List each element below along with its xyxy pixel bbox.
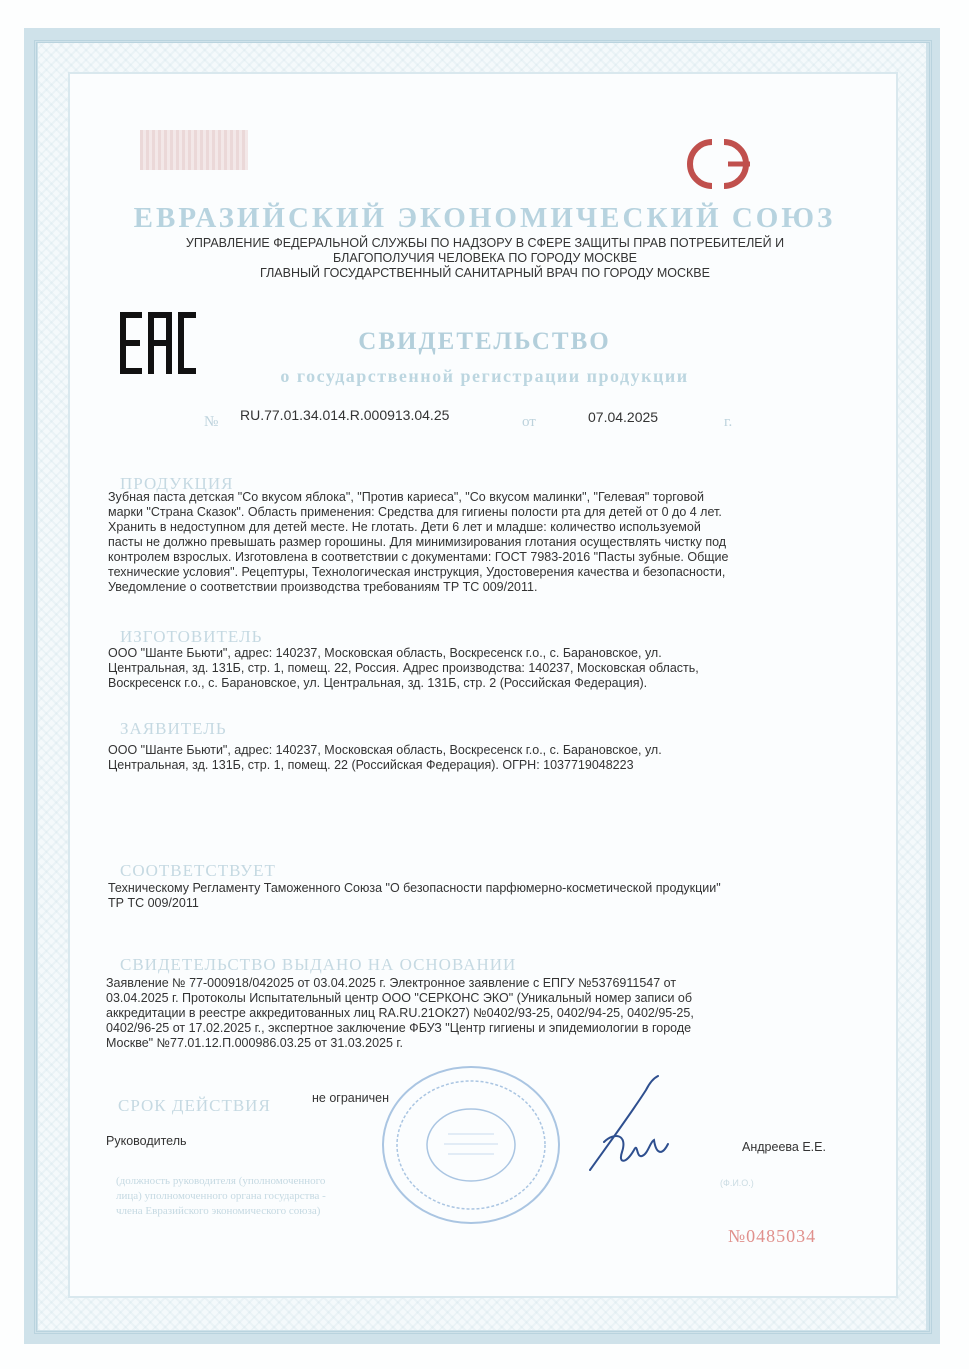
conforms-text — [108, 881, 843, 911]
security-stripe-stamp — [140, 130, 248, 170]
applicant-line: Центральная, зд. 131Б, стр. 1, помещ. 22 (Российская Федерация). ОГРН: 1037719048223 — [108, 758, 634, 772]
fine-print-line: члена Евразийского экономического союза) — [116, 1205, 321, 1217]
basis-section-label: СВИДЕТЕЛЬСТВО ВЫДАНО НА ОСНОВАНИИ — [120, 955, 517, 974]
applicant-line: ООО "Шанте Бьюти", адрес: 140237, Московская область, Воскресенск г.о., с. Барановское, ул. — [108, 743, 662, 757]
agency-line-2: БЛАГОПОЛУЧИЯ ЧЕЛОВЕКА ПО ГОРОДУ МОСКВЕ — [332, 251, 638, 265]
signatory-name: Андреева Е.Е. — [742, 1140, 826, 1154]
year-suffix: г. — [724, 414, 733, 430]
product-line: Зубная паста детская "Со вкусом яблока", "Против кариеса", "Со вкусом малинки", "Гелевая" торговой — [108, 490, 704, 504]
product-text — [108, 490, 843, 595]
manufacturer-line: ООО "Шанте Бьюти", адрес: 140237, Московская область, Воскресенск г.о., с. Барановское, ул. — [108, 646, 662, 660]
manufacturer-line: Центральная, зд. 131Б, стр. 1, помещ. 22, Россия. Адрес производства: 140237, Московская область, — [108, 661, 699, 675]
certificate-subtitle: о государственной регистрации продукции — [280, 366, 689, 386]
manufacturer-section-label: ИЗГОТОВИТЕЛЬ — [120, 627, 263, 646]
conforms-line: Техническому Регламенту Таможенного Союза "О безопасности парфюмерно-косметической продукции" — [108, 881, 721, 895]
fio-hint: (Ф.И.О.) — [720, 1178, 754, 1188]
agency-line-1: УПРАВЛЕНИЕ ФЕДЕРАЛЬНОЙ СЛУЖБЫ ПО НАДЗОРУ В СФЕРЕ ЗАЩИТЫ ПРАВ ПОТРЕБИТЕЛЕЙ И — [185, 236, 785, 250]
product-line: технические условия". Рецептуры, Технологическая инструкция, Удостоверения качества и безопасности, — [108, 565, 726, 579]
form-serial-number: №0485034 — [728, 1226, 817, 1246]
basis-line: Заявление № 77-000918/042025 от 03.04.2025 г. Электронное заявление с ЕПГУ №5376911547 от — [106, 976, 677, 990]
product-section-label: ПРОДУКЦИЯ — [120, 474, 234, 493]
agency-line-3: ГЛАВНЫЙ ГОСУДАРСТВЕННЫЙ САНИТАРНЫЙ ВРАЧ ПО ГОРОДУ МОСКВЕ — [260, 266, 710, 280]
applicant-section-label: ЗАЯВИТЕЛЬ — [120, 719, 227, 738]
signatory-role: Руководитель — [106, 1134, 187, 1148]
fine-print-line: (должность руководителя (уполномоченного — [116, 1175, 326, 1187]
validity-value: не ограничен — [312, 1091, 389, 1105]
product-line: марки "Страна Сказок". Область применения: Средства для гигиены полости рта для детей от 0 до 4 лет. — [108, 505, 722, 519]
conforms-section-label: СООТВЕТСТВУЕТ — [120, 861, 276, 880]
basis-line: 03.04.2025 г. Протоколы Испытательный центр ООО "СЕРКОНС ЭКО" (Уникальный номер записи об — [106, 991, 693, 1005]
ce-logo-icon — [672, 134, 766, 194]
handwritten-signature-icon — [570, 1072, 710, 1182]
certificate-title: СВИДЕТЕЛЬСТВО — [358, 328, 611, 355]
product-line: пасты не должно превышать размер горошины. Для минимизирования глотания осуществлять чистку под — [108, 535, 727, 549]
product-line: контролем взрослых. Изготовлена в соответствии с документами: ГОСТ 7983-2016 "Пасты зубные. Общие — [108, 550, 729, 564]
product-line: Уведомление о соответствии производства требованиям ТР ТС 009/2011. — [108, 580, 538, 594]
basis-line: Москве" №77.01.12.П.000986.03.25 от 31.03.2025 г. — [106, 1036, 403, 1050]
registration-date: 07.04.2025 — [588, 409, 659, 425]
date-label: от — [522, 414, 536, 430]
fine-print-line: лица) уполномоченного органа государства - — [116, 1190, 326, 1202]
union-title: ЕВРАЗИЙСКИЙ ЭКОНОМИЧЕСКИЙ СОЮЗ — [133, 202, 836, 234]
manufacturer-text — [108, 646, 843, 691]
basis-line: 0402/96-25 от 17.02.2025 г., экспертное заключение ФБУЗ "Центр гигиены и эпидемиологии в городе — [106, 1021, 692, 1035]
validity-section-label: СРОК ДЕЙСТВИЯ — [118, 1096, 271, 1115]
number-label: № — [204, 414, 219, 430]
manufacturer-line: Воскресенск г.о., с. Барановское, ул. Центральная, зд. 131Б, стр. 2 (Российская Федерация). — [108, 676, 648, 690]
registration-number: RU.77.01.34.014.R.000913.04.25 — [240, 407, 450, 423]
basis-text — [106, 976, 841, 1051]
product-line: Хранить в недоступном для детей месте. Не глотать. Дети 6 лет и младше: количество используемой — [108, 520, 701, 534]
signatory-fine-print — [116, 1174, 446, 1219]
applicant-text — [108, 743, 843, 773]
basis-line: аккредитации в реестре аккредитованных лиц RA.RU.21ОК27) №0402/93-25, 0402/94-25, 0402/95-25, — [106, 1006, 694, 1020]
conforms-line: ТР ТС 009/2011 — [108, 896, 199, 910]
